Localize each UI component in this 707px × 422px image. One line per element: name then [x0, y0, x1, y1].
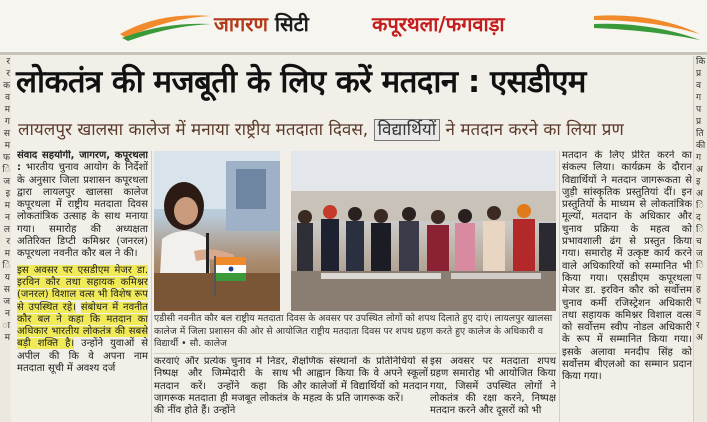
- article-column-3: शैक्षणिक संस्थानों के प्रतिनिधियों से भी आह्वान किया कि वे अपने स्कूलों और कालेजों में विद्यार्थियों को मतदान के महत्व के प्रति जागरूक करें।: [292, 356, 428, 404]
- strip-fragment: र: [6, 237, 10, 247]
- strip-fragment: की: [696, 141, 706, 151]
- strip-fragment: ग: [696, 93, 702, 103]
- strip-fragment: ि: [2, 261, 10, 271]
- strip-fragment: अ: [696, 165, 703, 175]
- strip-fragment: प्र: [696, 69, 702, 79]
- strip-fragment: ि: [696, 261, 704, 271]
- strip-fragment: स: [3, 285, 10, 295]
- strip-fragment: न: [5, 309, 10, 319]
- strip-fragment: फ: [3, 153, 10, 163]
- strip-fragment: म: [4, 333, 10, 343]
- strip-fragment: र: [6, 69, 10, 79]
- strip-fragment: ग: [4, 117, 10, 127]
- strip-fragment: र: [6, 57, 10, 67]
- strip-fragment: च: [696, 237, 702, 247]
- article-column-4: इस अवसर पर मतदाता शपथ ग्रहण समारोह भी आयोजित किया गया, जिसमें उपस्थित लोगों ने लोकतंत्र की रक्षा करने, निष्पक्ष मतदान करने और दूसरों को भी: [430, 356, 556, 417]
- strip-fragment: इ: [696, 177, 701, 187]
- article-column-1: संवाद सहयोगी, जागरण, कपूरथला : भारतीय चुनाव आयोग के निर्देशों के अनुसार जिला प्रशासन कपूरथला द्वारा लायलपुर खालसा कालेज कपूरथला में राष्ट्रीय मतदाता दिवस लोकतांत्रिक उत्साह के साथ मनाया गया। समारोह की अध्यक्षता अतिरिक्त डिप्टी कमिश्नर (जनरल) कपूरथला नवनीत कौर बल ने की। इस अवसर पर एसडीएम मेजर डा. इरविन कौर तथा सहायक कमिश्नर (जनरल) विशाल वत्स भी विशेष रूप से उपस्थित रहे। संबोधन में नवनीत कौर बल ने कहा कि मतदान का अधिकार भारतीय लोकतंत्र की सबसे बड़ी शक्ति है। उन्होंने युवाओं से अपील की कि वे अपना नाम मतदाता सूची में अवश्य दर्ज: [17, 150, 148, 375]
- strip-fragment: प: [696, 297, 702, 307]
- strip-fragment: क: [3, 81, 10, 91]
- highlighted-text: संबोधन में नवनीत कौर बल ने कहा कि मतदान का अधिकार भारतीय लोकतंत्र की सबसे बड़ी शक्ति है।: [17, 301, 148, 350]
- strip-fragment: प्र: [696, 117, 702, 127]
- strip-fragment: प: [696, 105, 702, 115]
- strip-fragment: ज: [696, 249, 703, 259]
- strip-fragment: स: [3, 129, 10, 139]
- right-column-strip: [693, 56, 707, 422]
- strip-fragment: व: [4, 93, 10, 103]
- strip-fragment: न: [5, 213, 10, 223]
- byline: संवाद सहयोगी, जागरण, कपूरथला :: [17, 150, 148, 174]
- edition-name: कपूरथला/फगवाड़ा: [372, 12, 505, 36]
- newspaper-brand: जागरण सिटी: [214, 12, 309, 36]
- strip-fragment: व: [696, 309, 702, 319]
- strip-fragment: म: [4, 201, 10, 211]
- strip-fragment: द: [696, 213, 701, 223]
- strip-fragment: र: [696, 321, 700, 331]
- strip-fragment: कि: [696, 57, 706, 67]
- subheadline: लायलपुर खालसा कालेज में मनाया राष्ट्रीय मतदाता दिवस, विद्यार्थियों ने मतदान करने का लिया प्रण: [18, 120, 624, 140]
- tricolor-swoosh-left-icon: [118, 8, 213, 42]
- strip-fragment: प: [696, 273, 702, 283]
- strip-fragment: ज: [3, 177, 10, 187]
- article-column-2: करवाएं और प्रत्येक चुनाव में निडर, निष्पक्ष और जिम्मेदारी के साथ मतदान करें। उन्होंने कहा कि जागरूक मतदाता ही मजबूत लोकतंत्र की नींव होते हैं। उन्होंने: [154, 356, 288, 417]
- strip-fragment: ि: [696, 225, 704, 235]
- photo-pledge-ceremony: [291, 151, 556, 311]
- strip-fragment: ति: [696, 129, 704, 139]
- strip-fragment: य: [4, 273, 10, 283]
- masthead: [0, 0, 707, 52]
- highlighted-word: विद्यार्थियों: [374, 119, 441, 141]
- column-divider: [559, 151, 560, 422]
- strip-fragment: इ: [5, 189, 10, 199]
- strip-fragment: म: [4, 105, 10, 115]
- strip-fragment: व: [696, 81, 702, 91]
- masthead-rule: [0, 52, 707, 55]
- strip-fragment: ग: [696, 153, 702, 163]
- highlighted-text: इस अवसर पर एसडीएम मेजर डा. इरविन कौर तथा सहायक कमिश्नर (जनरल) विशाल वत्स भी विशेष रूप से उपस्थित रहे।: [17, 264, 148, 313]
- caption-divider: [154, 353, 557, 354]
- headline: लोकतंत्र की मजबूती के लिए करें मतदान : एसडीएम: [16, 64, 586, 100]
- photo-caption: एडीसी नवनीत कौर बल राष्ट्रीय मतदाता दिवस के अवसर पर उपस्थित लोगों को शपथ दिलाते हुए दाएं। लायलपुर खालसा कालेज में जिला प्रशासन की ओर से आयोजित राष्ट्रीय मतदाता दिवस पर शपथ ग्रहण करते हुए कालेज के अधिकारी व विद्यार्थी • सौ. कालेज: [154, 313, 553, 349]
- strip-fragment: ल: [3, 225, 10, 235]
- strip-fragment: म: [4, 249, 10, 259]
- strip-fragment: ि: [2, 165, 10, 175]
- strip-fragment: अ: [696, 189, 703, 199]
- strip-fragment: अ: [696, 333, 703, 343]
- column-divider: [151, 151, 152, 422]
- tricolor-swoosh-right-icon: [592, 8, 702, 42]
- strip-fragment: म: [4, 141, 10, 151]
- photo-speaker: [154, 151, 280, 311]
- article-column-5: मतदान के लिए प्रेरित करने का संकल्प लिया। कार्यक्रम के दौरान विद्यार्थियों ने मतदान जागरूकता से जुड़ी सांस्कृतिक प्रस्तुतियां दीं। इन प्रस्तुतियों के माध्यम से लोकतांत्रिक मूल्यों, मतदान के अधिकार और चुनाव प्रक्रिया के महत्व को प्रभावशाली ढंग से प्रस्तुत किया गया। समारोह में उत्कृष्ट कार्य करने वाले अधिकारियों को सम्मानित भी किया गया। एसडीएम कपूरथला मेजर डा. इरविन कौर को सर्वोत्तम चुनाव कर्मी रजिस्ट्रेशन अधिकारी तथा सहायक कमिश्नर विशाल वत्स को सर्वोत्तम स्वीप नोडल अधिकारी के रूप में सम्मानित किया गया। इसके अलावा मनदीप सिंह को सर्वोत्तम बीएलओ का सम्मान प्रदान किया गया।: [562, 150, 692, 383]
- strip-fragment: ह: [696, 285, 701, 295]
- strip-fragment: ज: [3, 297, 10, 307]
- left-column-strip: [0, 56, 11, 422]
- strip-fragment: ा: [2, 321, 10, 331]
- strip-fragment: ि: [696, 201, 704, 211]
